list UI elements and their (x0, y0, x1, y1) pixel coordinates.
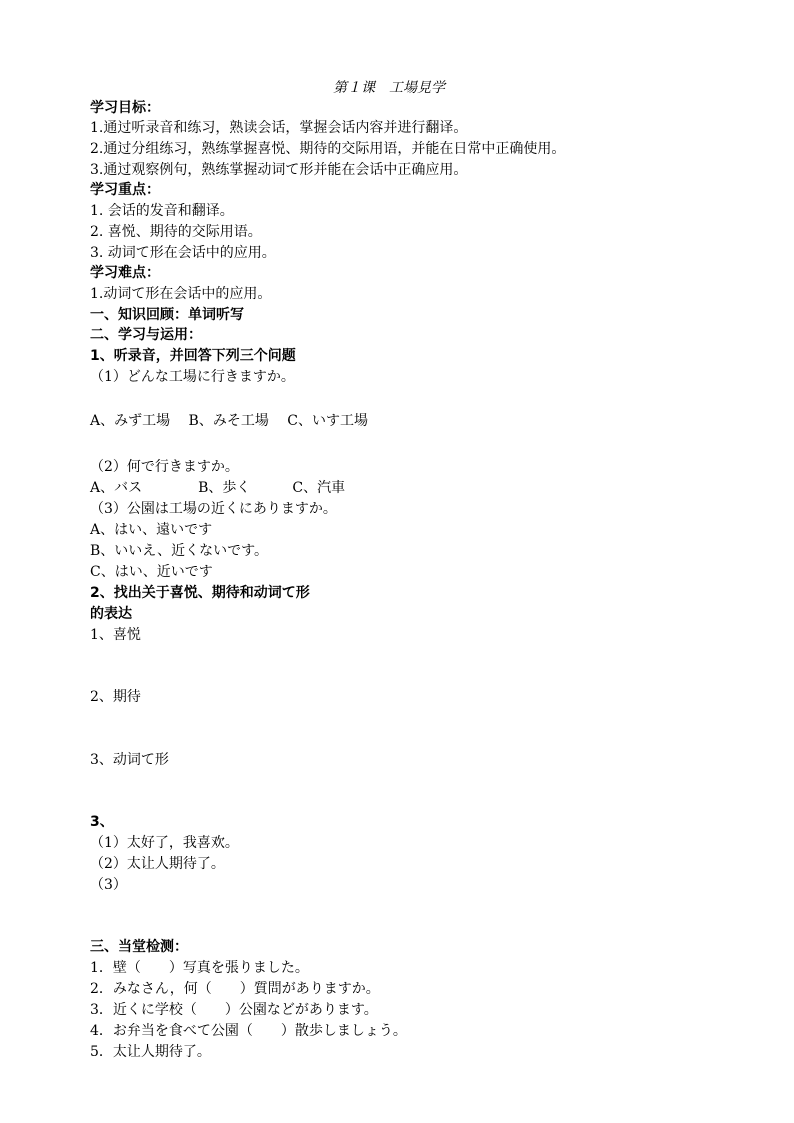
q3-item: （3） (90, 877, 127, 893)
objective-item: 3.通过观察例句，熟练掌握动词て形并能在会话中正确应用。 (90, 162, 468, 178)
q3-item: （2）太让人期待了。 (90, 856, 225, 872)
q2-item: 2、期待 (90, 689, 141, 705)
q1-option: C、はい、近いです (90, 564, 213, 580)
q2-heading: 2、找出关于喜悦、期待和动词て形 (90, 585, 310, 601)
test-item: 1．壁（ ）写真を張りました。 (90, 960, 309, 976)
q3-item: （1）太好了，我喜欢。 (90, 835, 239, 851)
q1-option: A、はい、遠いです (90, 522, 213, 538)
key-point-item: 2. 喜悦、期待的交际用语。 (90, 224, 262, 240)
q2-item: 3、动词て形 (90, 752, 169, 768)
test-item: 4．お弁当を食べて公園（ ）散歩しましょう。 (90, 1023, 407, 1039)
objectives-heading: 学习目标： (90, 100, 160, 116)
q1-question-1: （1）どんな工場に行きますか。 (90, 369, 295, 385)
q2-heading-continued: 的表达 (90, 606, 132, 622)
lesson-title: 第１课 工場見学 (333, 80, 445, 96)
q3-heading: 3、 (90, 814, 114, 830)
key-point-item: 1. 会话的发音和翻译。 (90, 203, 234, 219)
q2-item: 1、喜悦 (90, 627, 141, 643)
objective-item: 2.通过分组练习，熟练掌握喜悦、期待的交际用语，并能在日常中正确使用。 (90, 141, 566, 157)
q1-options-2: A、バス B、歩く C、汽車 (90, 480, 346, 496)
q1-options-1: A、みず工場 B、みそ工場 C、いす工場 (90, 413, 369, 429)
q1-question-3: （3）公園は工場の近くにありますか。 (90, 501, 337, 517)
key-points-heading: 学习重点： (90, 182, 160, 198)
test-item: 2．みなさん，何（ ）質問がありますか。 (90, 981, 380, 997)
section3-heading: 三、当堂检测： (90, 939, 188, 955)
section1-heading: 一、知识回顾：单词听写 (90, 307, 244, 323)
objective-item: 1.通过听录音和练习，熟读会话，掌握会话内容并进行翻译。 (90, 120, 468, 136)
q1-option: B、いいえ、近くないです。 (90, 543, 269, 559)
test-item: 5．太让人期待了。 (90, 1044, 211, 1060)
difficulty-item: 1.动词て形在会话中的应用。 (90, 286, 272, 302)
test-item: 3．近くに学校（ ）公園などがあります。 (90, 1002, 378, 1018)
q1-heading: 1、听录音，并回答下列三个问题 (90, 348, 296, 364)
key-point-item: 3. 动词て形在会话中的应用。 (90, 245, 276, 261)
section2-heading: 二、学习与运用： (90, 327, 202, 343)
difficulties-heading: 学习难点： (90, 265, 160, 281)
q1-question-2: （2）何で行きますか。 (90, 459, 239, 475)
